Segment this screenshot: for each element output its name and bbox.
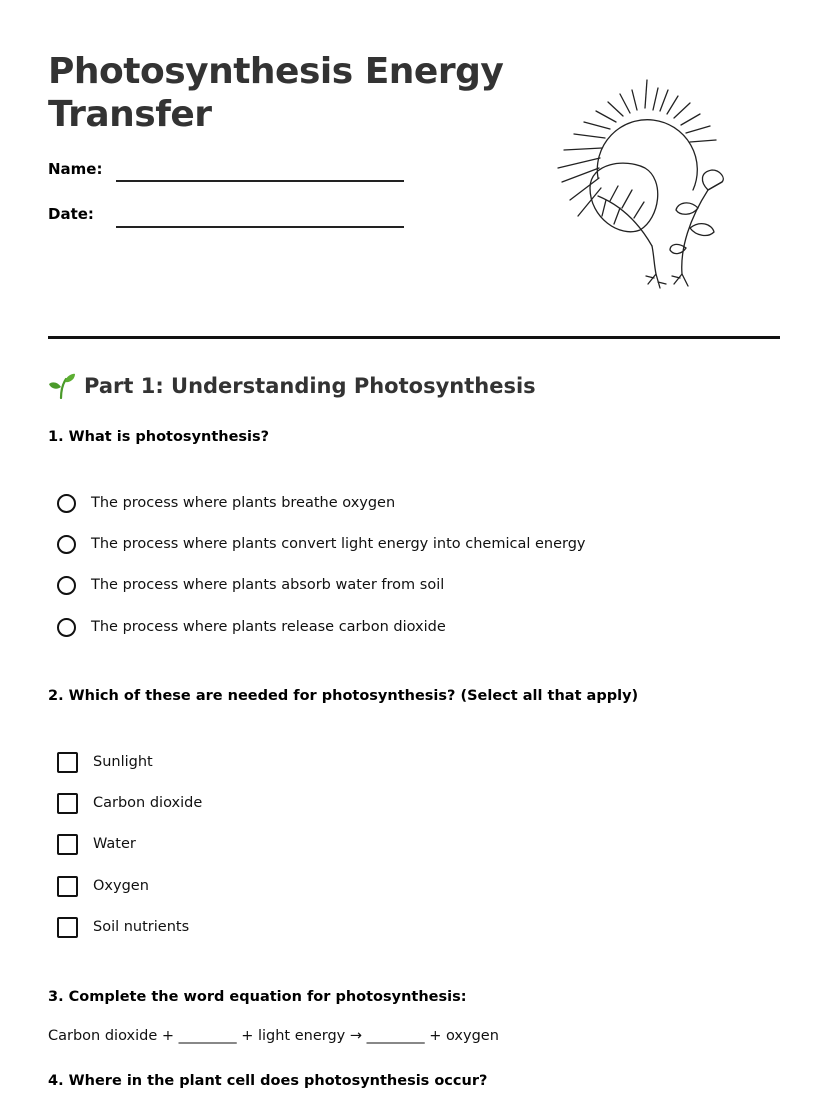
name-field[interactable] — [116, 180, 404, 182]
checkbox[interactable] — [57, 793, 78, 814]
option-label: The process where plants release carbon dioxide — [91, 619, 446, 635]
q1-option[interactable] — [57, 491, 395, 515]
sun-plants-illustration — [550, 78, 735, 293]
option-label: The process where plants absorb water from soil — [91, 577, 445, 593]
section-heading — [48, 373, 536, 399]
option-label: Carbon dioxide — [93, 795, 203, 811]
sprout-icon — [670, 170, 723, 286]
radio-button[interactable] — [57, 576, 76, 595]
q2-option[interactable] — [57, 791, 202, 815]
option-label: Oxygen — [93, 878, 149, 894]
option-label: The process where plants breathe oxygen — [91, 495, 396, 511]
date-field[interactable] — [116, 226, 404, 228]
section-title: Part 1: Understanding Photosynthesis — [84, 374, 536, 398]
checkbox[interactable] — [57, 917, 78, 938]
q1-option[interactable] — [57, 615, 446, 639]
radio-button[interactable] — [57, 535, 76, 554]
option-label: Sunlight — [93, 754, 153, 770]
seedling-icon — [48, 373, 76, 399]
question-4: 4. Where in the plant cell does photosynthesis occur? — [48, 1073, 488, 1089]
divider — [48, 336, 780, 339]
option-label: The process where plants convert light energy into chemical energy — [91, 536, 586, 552]
q1-option[interactable] — [57, 532, 586, 556]
leaf-icon — [590, 163, 666, 288]
q2-option[interactable] — [57, 915, 189, 939]
q1-option[interactable] — [57, 573, 444, 597]
question-1: 1. What is photosynthesis? — [48, 429, 270, 445]
option-label: Soil nutrients — [93, 919, 190, 935]
checkbox[interactable] — [57, 876, 78, 897]
question-3: 3. Complete the word equation for photosynthesis: — [48, 989, 467, 1005]
option-label: Water — [93, 836, 136, 852]
radio-button[interactable] — [57, 494, 76, 513]
radio-button[interactable] — [57, 618, 76, 637]
page-title — [48, 50, 503, 136]
question-2: 2. Which of these are needed for photosynthesis? (Select all that apply) — [48, 688, 639, 704]
q2-option[interactable] — [57, 832, 136, 856]
checkbox[interactable] — [57, 752, 78, 773]
title-line-1: Photosynthesis Energy — [48, 51, 504, 92]
checkbox[interactable] — [57, 834, 78, 855]
q2-option[interactable] — [57, 874, 149, 898]
date-label: Date: — [48, 205, 94, 223]
name-label: Name: — [48, 160, 103, 178]
title-line-2: Transfer — [48, 94, 212, 135]
word-equation[interactable]: Carbon dioxide + ________ + light energy → ________ + oxygen — [48, 1028, 499, 1044]
q2-option[interactable] — [57, 750, 153, 774]
